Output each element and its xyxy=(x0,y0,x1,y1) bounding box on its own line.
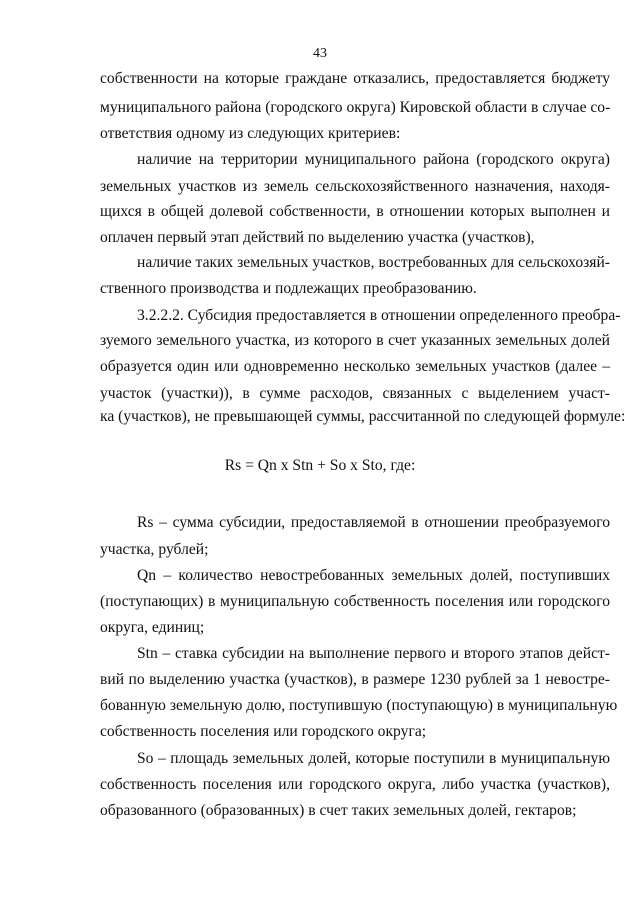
text-line: собственность поселения или городского округа; xyxy=(100,723,427,740)
text-line: Stn – ставка субсидии на выполнение первого и второго этапов дейст- xyxy=(137,645,610,662)
text-line: бованную земельную долю, поступившую (поступающую) в муниципальную xyxy=(100,697,618,714)
formula: Rs = Qn x Stn + So x Sto, где: xyxy=(224,457,416,474)
text-line: собственности на которые граждане отказались, предоставляется бюджету xyxy=(100,70,610,87)
text-line: 3.2.2.2. Субсидия предоставляется в отношении определенного преобра- xyxy=(137,307,621,324)
text-line: ответствия одному из следующих критериев: xyxy=(100,125,401,142)
text-line: округа, единиц; xyxy=(100,619,205,636)
text-line: земельных участков из земель сельскохозяйственного назначения, находя- xyxy=(100,178,610,195)
text-line: ка (участков), не превышающей суммы, рассчитанной по следующей формуле: xyxy=(100,408,626,425)
text-line: наличие таких земельных участков, востребованных для сельскохозяй- xyxy=(137,254,610,271)
text-line: (поступающих) в муниципальную собственность поселения или городского xyxy=(100,593,610,610)
text-line: собственность поселения или городского округа, либо участка (участков), xyxy=(100,776,610,793)
text-line: участка, рублей; xyxy=(100,541,209,558)
text-line: So – площадь земельных долей, которые поступили в муниципальную xyxy=(137,750,610,767)
text-line: вий по выделению участка (участков), в размере 1230 рублей за 1 невостре- xyxy=(100,671,610,688)
text-line: щихся в общей долевой собственности, в отношении которых выполнен и xyxy=(100,203,610,220)
text-line: зуемого земельного участка, из которого в счет указанных земельных долей xyxy=(100,332,610,349)
text-line: Rs – сумма субсидии, предоставляемой в отношении преобразуемого xyxy=(137,514,610,531)
text-line: наличие на территории муниципального района (городского округа) xyxy=(137,151,610,168)
text-line: Qn – количество невостребованных земельных долей, поступивших xyxy=(137,567,610,584)
text-line: образуется один или одновременно несколько земельных участков (далее – xyxy=(100,358,610,375)
page-number: 43 xyxy=(313,46,327,61)
text-line: участок (участки)), в сумме расходов, связанных с выделением участ- xyxy=(100,385,610,402)
text-line: образованного (образованных) в счет таких земельных долей, гектаров; xyxy=(100,802,577,819)
text-line: оплачен первый этап действий по выделению участка (участков), xyxy=(100,229,535,246)
text-line: ственного производства и подлежащих преобразованию. xyxy=(100,280,477,297)
text-line: муниципального района (городского округа) Кировской области в случае со- xyxy=(100,99,611,116)
